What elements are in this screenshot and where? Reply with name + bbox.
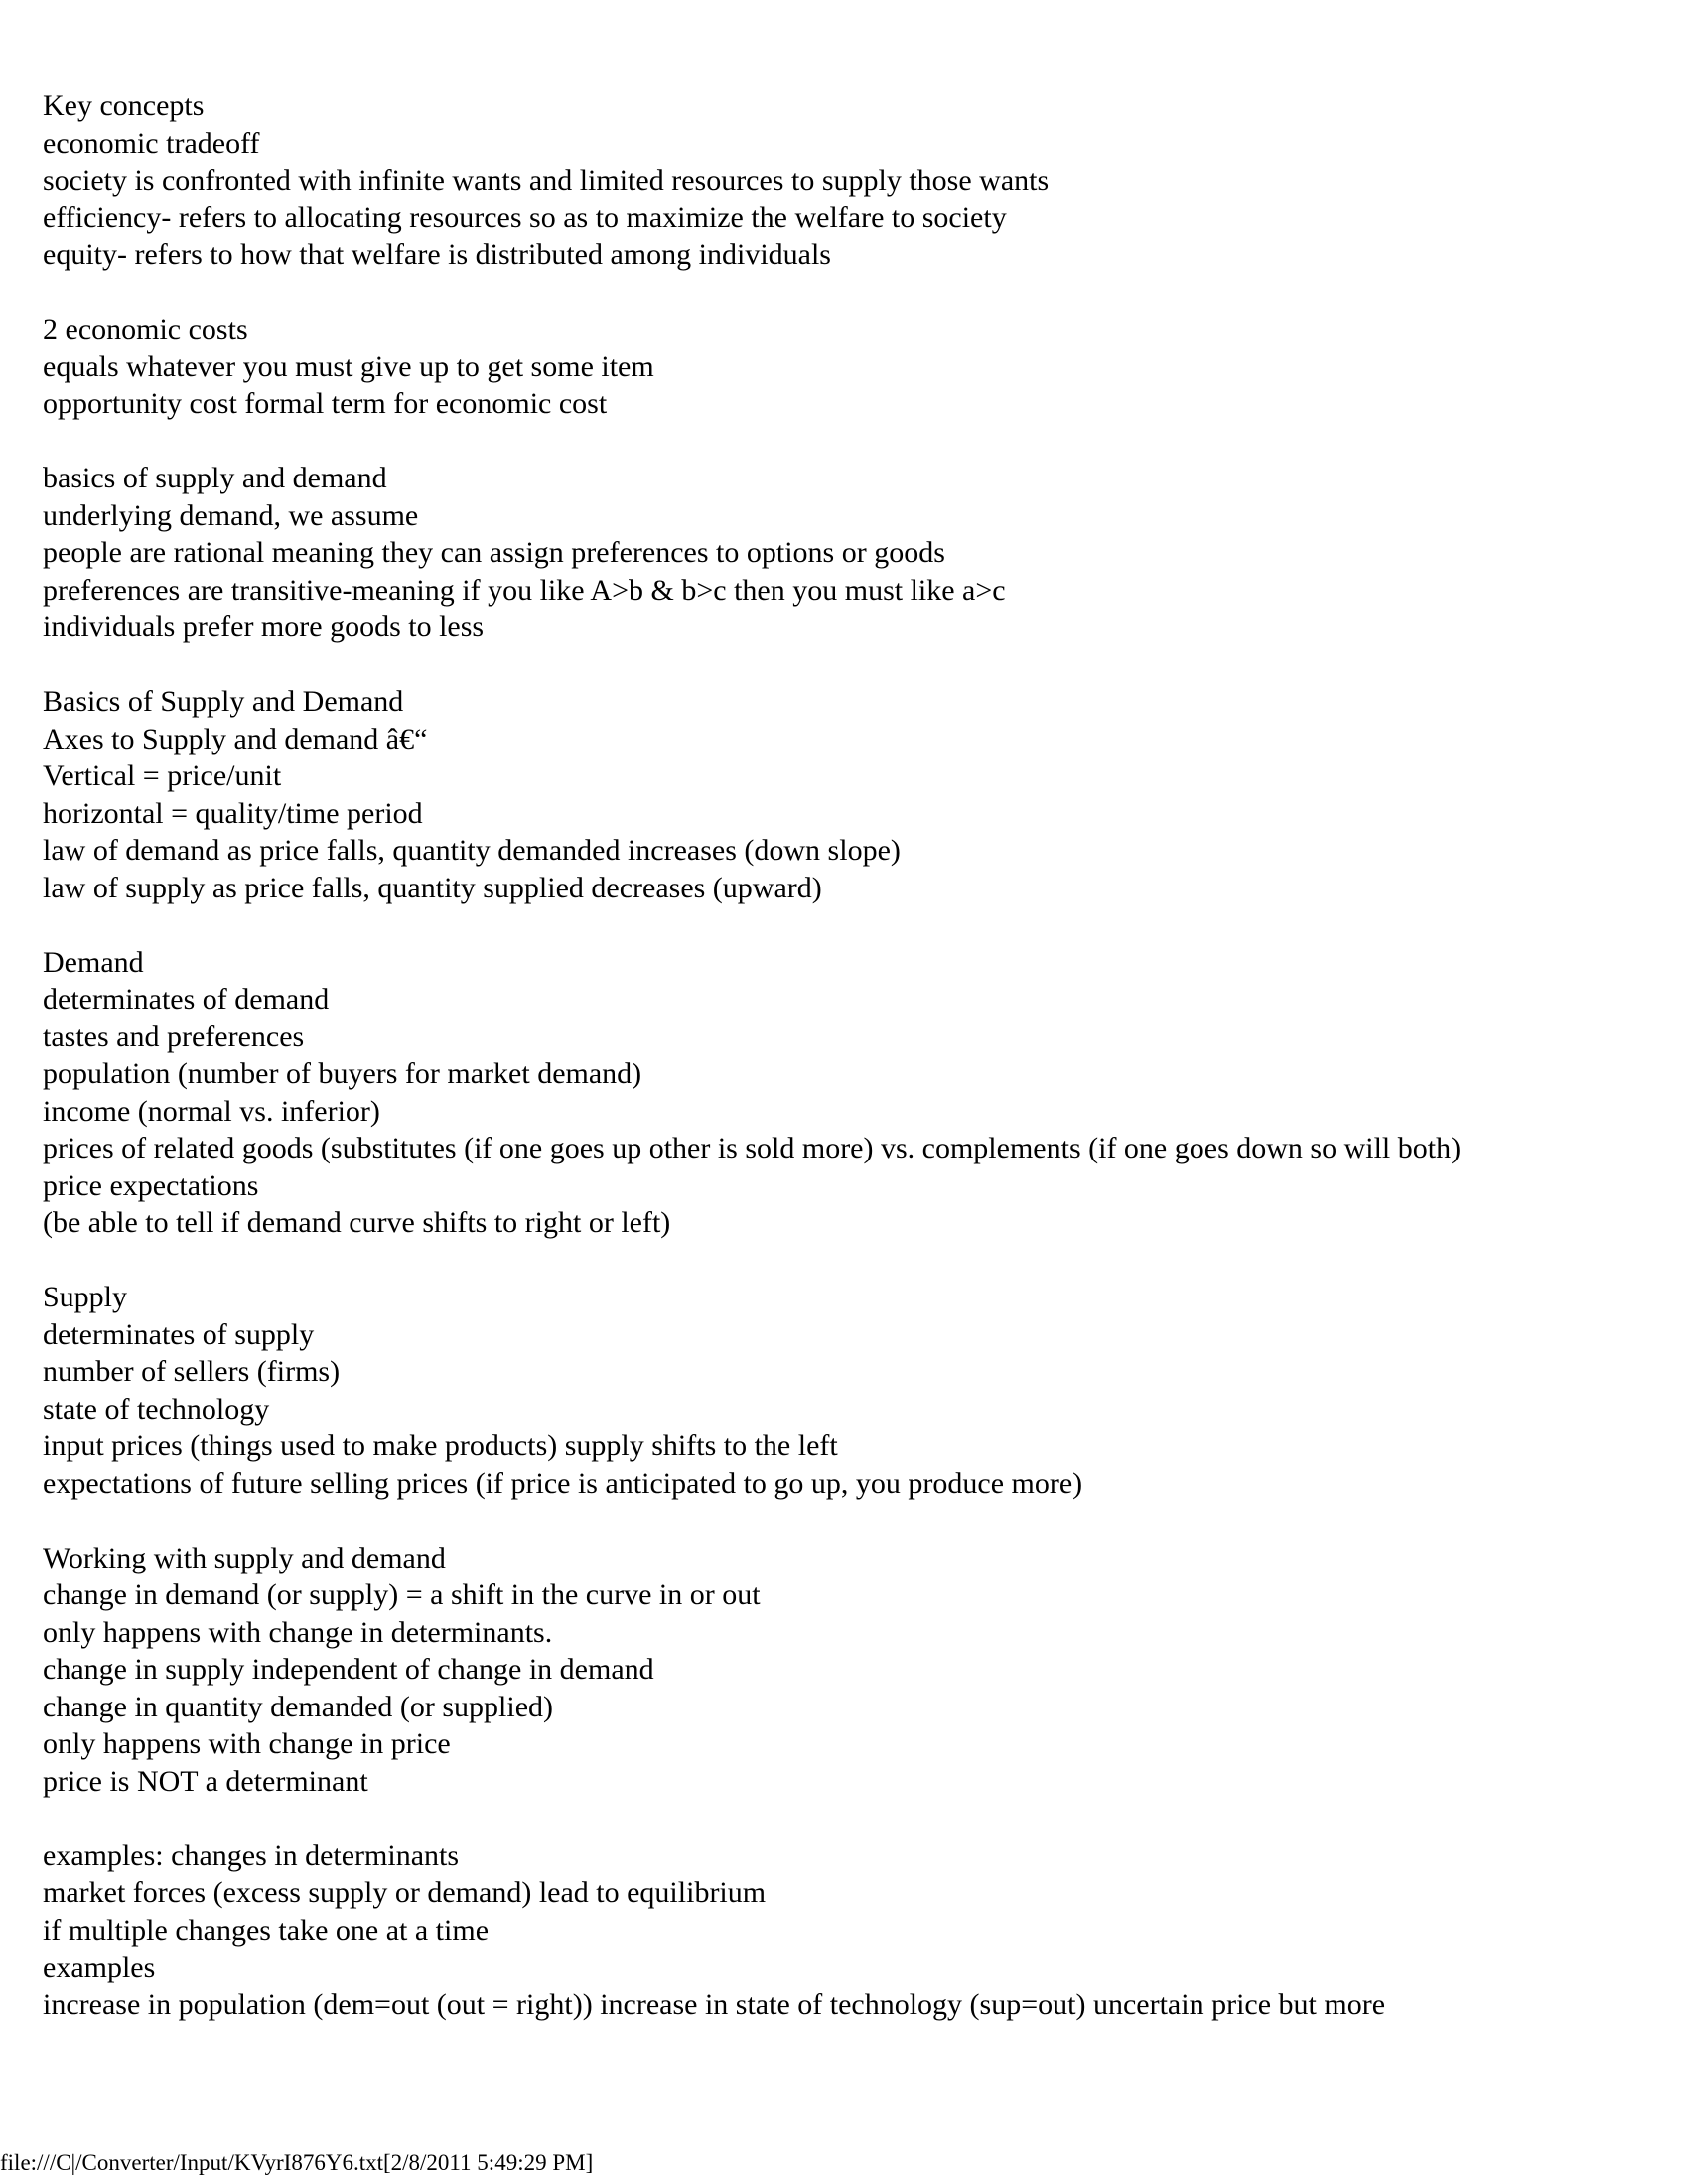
text-line: change in demand (or supply) = a shift in the curve in or out: [43, 1578, 761, 1611]
text-line: number of sellers (firms): [43, 1355, 341, 1388]
heading-line: basics of supply and demand: [43, 462, 387, 494]
text-line: change in quantity demanded (or supplied): [43, 1690, 554, 1723]
text-line: price is NOT a determinant: [43, 1764, 368, 1798]
text-line: input prices (things used to make products) supply shifts to the left: [43, 1430, 838, 1462]
text-line: prices of related goods (substitutes (if one goes up other is sold more) vs. complements (if one goes down so will both): [43, 1132, 1462, 1164]
text-line: change in supply independent of change in demand: [43, 1653, 654, 1686]
text-line: economic tradeoff: [43, 126, 260, 160]
text-line: society is confronted with infinite wants and limited resources to supply those wants: [43, 164, 1050, 197]
text-line: income (normal vs. inferior): [43, 1094, 380, 1128]
text-line: preferences are transitive-meaning if you like A>b & b>c then you must like a>c: [43, 573, 1006, 607]
document-body: [43, 87, 1592, 2061]
heading-line: Demand: [43, 945, 144, 979]
text-line: efficiency- refers to allocating resources so as to maximize the welfare to society: [43, 201, 1007, 234]
text-line: determinates of supply: [43, 1317, 315, 1351]
heading-line: examples: changes in determinants: [43, 1839, 460, 1872]
section-economic-costs: [43, 311, 1592, 423]
text-line: horizontal = quality/time period: [43, 796, 423, 830]
text-line: Axes to Supply and demand â€“: [43, 722, 428, 755]
text-line: underlying demand, we assume: [43, 498, 419, 532]
text-line: law of demand as price falls, quantity demanded increases (down slope): [43, 834, 901, 867]
text-line: equity- refers to how that welfare is distributed among individuals: [43, 238, 831, 271]
text-line: individuals prefer more goods to less: [43, 611, 485, 643]
text-line: determinates of demand: [43, 983, 330, 1016]
file-path-footer: file:///C|/Converter/Input/KVyrI876Y6.txt[2/8/2011 5:49:29 PM]: [0, 2150, 594, 2175]
text-line: market forces (excess supply or demand) lead to equilibrium: [43, 1876, 767, 1909]
text-line: only happens with change in price: [43, 1727, 451, 1760]
text-line: only happens with change in determinants.: [43, 1615, 553, 1649]
section-basics-axes: [43, 683, 1592, 906]
heading-line: Working with supply and demand: [43, 1541, 446, 1574]
section-basics-assumptions: [43, 460, 1592, 646]
text-line: if multiple changes take one at a time: [43, 1913, 490, 1947]
section-examples: [43, 1838, 1592, 2024]
section-working-supply-demand: [43, 1540, 1592, 1801]
text-line: expectations of future selling prices (if price is anticipated to go up, you produce more): [43, 1466, 1083, 1500]
text-line: equals whatever you must give up to get some item: [43, 349, 654, 383]
text-line: (be able to tell if demand curve shifts to right or left): [43, 1206, 671, 1239]
text-line: people are rational meaning they can assign preferences to options or goods: [43, 536, 945, 569]
section-demand: [43, 944, 1592, 1242]
text-line: tastes and preferences: [43, 1020, 305, 1053]
text-line: state of technology: [43, 1392, 270, 1426]
text-line: opportunity cost formal term for economic cost: [43, 387, 608, 420]
section-supply: [43, 1279, 1592, 1502]
text-line: examples: [43, 1951, 156, 1983]
heading-line: Basics of Supply and Demand: [43, 685, 404, 718]
section-key-concepts: [43, 87, 1592, 274]
text-line: Vertical = price/unit: [43, 759, 282, 792]
heading-line: Supply: [43, 1281, 128, 1313]
text-line: population (number of buyers for market demand): [43, 1057, 642, 1090]
text-line: increase in population (dem=out (out = right)) increase in state of technology (sup=out) uncertain price but more: [43, 1987, 1386, 2021]
text-line: law of supply as price falls, quantity supplied decreases (upward): [43, 871, 822, 904]
heading-line: 2 economic costs: [43, 313, 248, 345]
text-line: price expectations: [43, 1168, 259, 1202]
heading-line: Key concepts: [43, 89, 205, 122]
